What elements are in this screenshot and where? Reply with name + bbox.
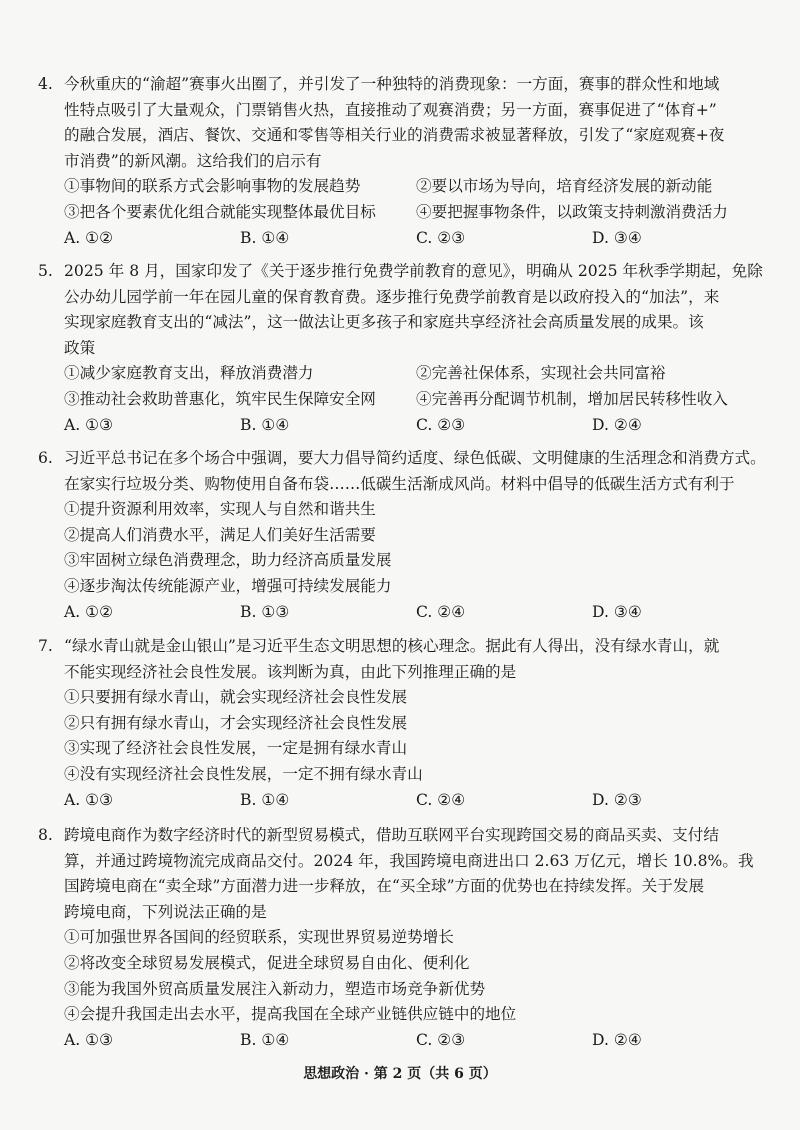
question-5 (38, 259, 768, 438)
choice-a: A. ①③ (64, 790, 114, 809)
question-stem-line: 今秋重庆的“渝超”赛事火出圈了，并引发了一种独特的消费现象：一方面，赛事的群众性和地域 (64, 75, 720, 93)
choice-d: D. ③④ (592, 602, 642, 621)
question-6 (38, 446, 768, 625)
statement-option: ②只有拥有绿水青山，才会实现经济社会良性发展 (64, 713, 408, 732)
statement-option: ④完善再分配调节机制，增加居民转移性收入 (416, 389, 728, 408)
choice-a: A. ①③ (64, 1030, 114, 1049)
question-stem-line: 公办幼儿园学前一年在园儿童的保育教育费。逐步推行免费学前教育是以政府投入的“加法”，来 (64, 287, 720, 306)
question-stem-line: 跨境电商作为数字经济时代的新型贸易模式，借助互联网平台实现跨国交易的商品买卖、支付结 (64, 826, 719, 844)
question-number: 6. (38, 449, 53, 467)
question-stem-line: 实现家庭教育支出的“减法”，这一做法让更多孩子和家庭共享经济社会高质量发展的成果。该 (64, 313, 704, 332)
statement-option: ③能为我国外贸高质量发展注入新动力，塑造市场竞争新优势 (64, 979, 486, 998)
choice-c: C. ②③ (416, 415, 466, 434)
question-number: 5. (38, 262, 53, 280)
statement-option: ③牢固树立绿色消费理念，助力经济高质量发展 (64, 551, 392, 570)
choice-d: D. ②④ (592, 415, 642, 434)
choice-c: C. ②③ (416, 1030, 466, 1049)
statement-option: ④会提升我国走出去水平，提高我国在全球产业链供应链中的地位 (64, 1005, 517, 1024)
statement-option: ②提高人们消费水平，满足人们美好生活需要 (64, 525, 376, 544)
choice-b: B. ①④ (240, 415, 290, 434)
question-stem-line: 在家实行垃圾分类、购物使用自备布袋……低碳生活渐成风尚。材料中倡导的低碳生活方式有利于 (64, 474, 735, 493)
statement-option: ②完善社保体系，实现社会共同富裕 (416, 364, 666, 383)
question-stem-line: 市消费”的新风潮。这给我们的启示有 (64, 151, 322, 170)
choice-a: A. ①② (64, 228, 114, 247)
statement-option: ①提升资源利用效率，实现人与自然和谐共生 (64, 500, 376, 519)
question-stem-line: “绿水青山就是金山银山”是习近平生态文明思想的核心理念。据此有人得出，没有绿水青山，就 (64, 637, 720, 655)
question-8 (38, 823, 768, 1053)
statement-option: ①只要拥有绿水青山，就会实现经济社会良性发展 (64, 688, 408, 707)
statement-option: ①减少家庭教育支出，释放消费潜力 (64, 364, 314, 383)
question-stem-line: 算，并通过跨境物流完成商品交付。2024 年，我国跨境电商进出口 2.63 万亿元，增长 10.8%。我 (64, 851, 754, 870)
answer-choices (38, 600, 768, 626)
page-footer: 思想政治 · 第 2 页（共 6 页） (303, 1066, 497, 1082)
choice-c: C. ②③ (416, 228, 466, 247)
question-stem-line: 2025 年 8 月，国家印发了《关于逐步推行免费学前教育的意见》，明确从 2025 年秋季学期起，免除 (64, 262, 763, 280)
choice-c: C. ②④ (416, 602, 466, 621)
answer-choices (38, 1028, 768, 1054)
choice-a: A. ①③ (64, 415, 114, 434)
statement-option: ④要把握事物条件，以政策支持刺激消费活力 (416, 202, 728, 221)
question-number: 7. (38, 637, 53, 655)
question-stem-line: 国跨境电商在“卖全球”方面潜力进一步释放，在“买全球”方面的优势也在持续发挥。关于发展 (64, 877, 705, 896)
statement-option: ①事物间的联系方式会影响事物的发展趋势 (64, 177, 361, 196)
choice-c: C. ②④ (416, 790, 466, 809)
choice-b: B. ①④ (240, 228, 290, 247)
question-stem-line: 不能实现经济社会良性发展。该判断为真，由此下列推理正确的是 (64, 662, 517, 681)
statement-option: ④逐步淘汰传统能源产业，增强可持续发展能力 (64, 576, 392, 595)
choice-d: D. ③④ (592, 228, 642, 247)
choice-b: B. ①③ (240, 602, 290, 621)
question-4 (38, 72, 768, 251)
question-stem-line: 跨境电商，下列说法正确的是 (64, 902, 267, 921)
question-stem-line: 性特点吸引了大量观众，门票销售火热，直接推动了观赛消费；另一方面，赛事促进了“体育+” (64, 100, 717, 119)
question-stem-line: 习近平总书记在多个场合中强调，要大力倡导简约适度、绿色低碳、文明健康的生活理念和消费方式。 (64, 449, 766, 467)
choice-b: B. ①④ (240, 1030, 290, 1049)
statement-option: ②要以市场为导向，培育经济发展的新动能 (416, 177, 713, 196)
statement-option: ③把各个要素优化组合就能实现整体最优目标 (64, 202, 376, 221)
answer-choices (38, 413, 768, 439)
question-stem-line: 政策 (64, 338, 96, 357)
statement-option: ②将改变全球贸易发展模式，促进全球贸易自由化、便利化 (64, 953, 470, 972)
choice-d: D. ②③ (592, 790, 642, 809)
statement-option: ③实现了经济社会良性发展，一定是拥有绿水青山 (64, 739, 408, 758)
question-7 (38, 634, 768, 813)
statement-option: ④没有实现经济社会良性发展，一定不拥有绿水青山 (64, 764, 423, 783)
statement-option: ①可加强世界各国间的经贸联系，实现世界贸易逆势增长 (64, 928, 454, 947)
question-stem-line: 的融合发展，酒店、餐饮、交通和零售等相关行业的消费需求被显著释放，引发了“家庭观赛+夜 (64, 126, 725, 145)
question-number: 4. (38, 75, 53, 93)
question-number: 8. (38, 826, 53, 844)
statement-option: ③推动社会救助普惠化，筑牢民生保障安全网 (64, 389, 376, 408)
answer-choices (38, 226, 768, 252)
choice-a: A. ①② (64, 602, 114, 621)
choice-b: B. ①④ (240, 790, 290, 809)
answer-choices (38, 788, 768, 814)
choice-d: D. ②④ (592, 1030, 642, 1049)
